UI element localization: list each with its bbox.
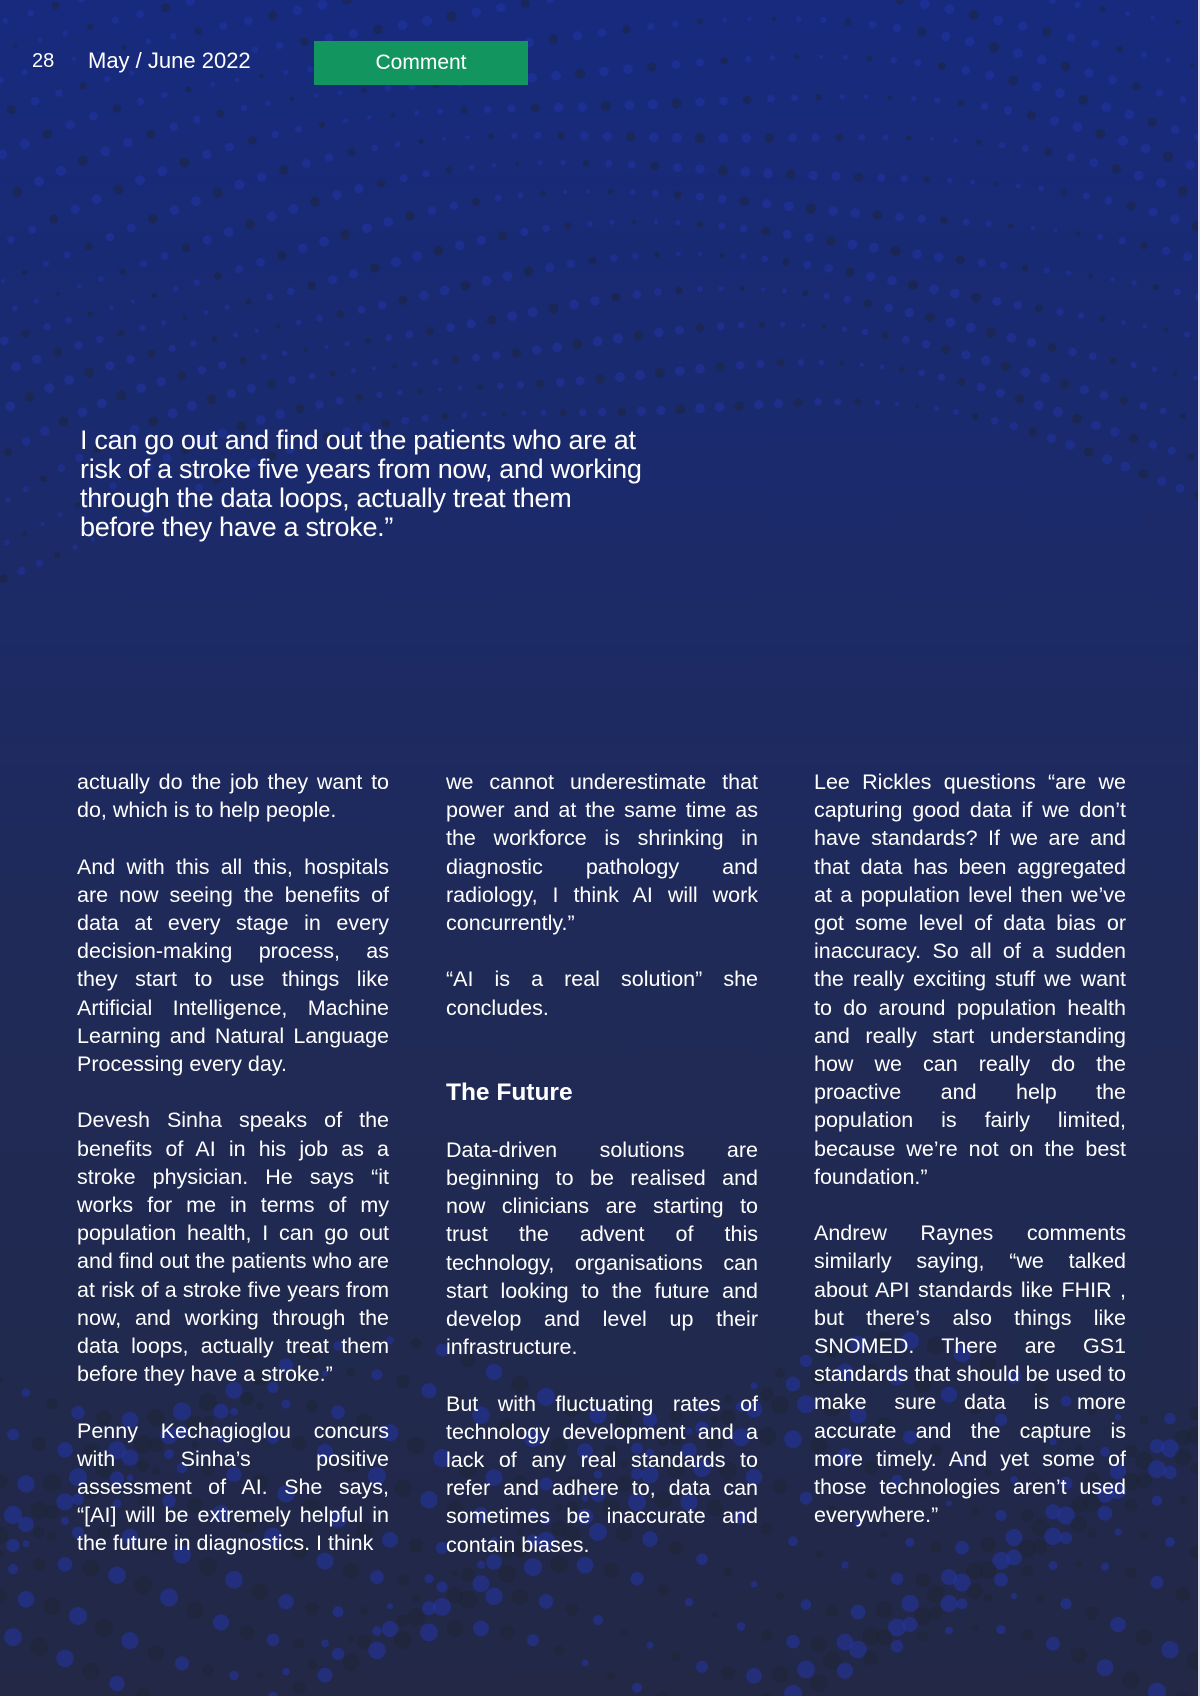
- pull-quote: [80, 426, 650, 542]
- article-column-1: [77, 768, 389, 1586]
- paragraph: we cannot underestimate that power and at the same time as the workforce is shrinking in diagnostic pathology and radiology, I think AI will work concurrently.”: [446, 770, 758, 936]
- paragraph: But with fluctuating rates of technology development and a lack of any real standards to refer and adhere to, data can sometimes be inaccurate and contain biases.: [446, 1391, 758, 1557]
- page-header: [0, 0, 1200, 110]
- paragraph: actually do the job they want to do, which is to help people.: [77, 770, 389, 823]
- article-column-3: [814, 768, 1126, 1558]
- page-number: 28: [32, 50, 55, 72]
- paragraph: Penny Kechagioglou concurs with Sinha’s positive assessment of AI. She says, “[AI] will be extremely helpful in the future in diagnostics. I think: [77, 1418, 389, 1556]
- issue-date: May / June 2022: [88, 48, 251, 73]
- section-tag: Comment: [314, 41, 528, 85]
- paragraph: Andrew Raynes comments similarly saying, “we talked about API standards like FHIR , but there’s also things like SNOMED. There are GS1 standards that should be used to make sure data is more accurate and the capture is more timely. And yet some of those technologies aren’t used everywhere.”: [814, 1221, 1126, 1528]
- article-column-2: [446, 768, 758, 1587]
- pull-quote-text: I can go out and find out the patients who are at risk of a stroke five years from now, and working through the data loops, actually treat them before they have a stroke.”: [80, 425, 642, 542]
- paragraph: Data-driven solutions are beginning to be realised and now clinicians are starting to trust the advent of this technology, organisations can start looking to the future and develop and level up their infrastructure.: [446, 1137, 758, 1360]
- paragraph: “AI is a real solution” she concludes.: [446, 967, 758, 1020]
- paragraph: And with this all this, hospitals are now seeing the benefits of data at every stage in every decision-making process, as they start to use things like Artificial Intelligence, Machine Learning and Natural Language Processing every day.: [77, 854, 389, 1077]
- section-heading: The Future: [446, 1078, 573, 1106]
- paragraph: Devesh Sinha speaks of the benefits of AI in his job as a stroke physician. He says “it works for me in terms of my population health, I can go out and find out the patients who are at risk of a stroke five years from now, and working through the data loops, actually treat them before they have a stroke.”: [77, 1108, 389, 1387]
- paragraph: Lee Rickles questions “are we capturing good data if we don’t have standards? If we are and that data has been aggregated at a population level then we’ve got some level of data bias or inaccuracy. So all of a sudden the really exciting stuff we want to do around population health and really start understanding how we can really do the proactive and help the population is fairly limited, because we’re not on the best foundation.”: [814, 770, 1126, 1189]
